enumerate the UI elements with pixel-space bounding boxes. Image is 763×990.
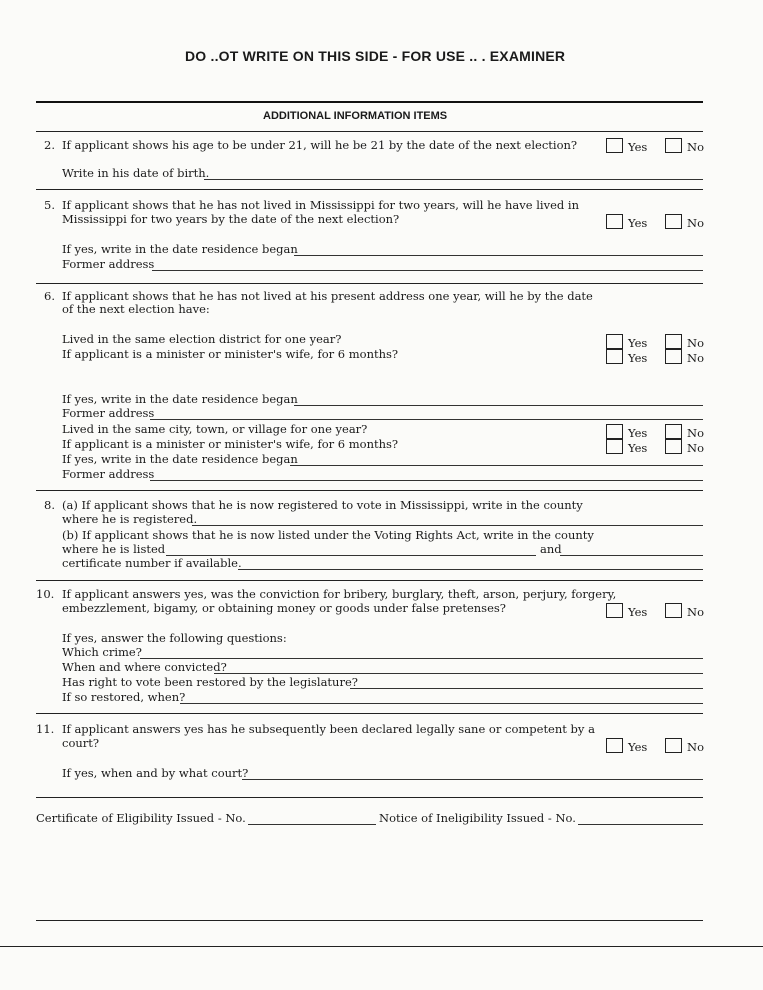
minister-question: If applicant is a minister or minister's wife, for 6 months?: [62, 347, 399, 361]
minister-question: If applicant is a minister or minister's wife, for 6 months?: [62, 437, 399, 451]
q10-no-option[interactable]: [665, 603, 704, 619]
yes-label: Yes: [628, 605, 648, 619]
court-field[interactable]: [242, 779, 703, 780]
checkbox[interactable]: [665, 439, 682, 454]
follow-up-intro: If yes, answer the following questions:: [62, 631, 287, 645]
checkbox[interactable]: [665, 424, 682, 439]
q5-yes-option[interactable]: [606, 214, 647, 230]
former-address-field[interactable]: [150, 480, 703, 481]
restored-label: Has right to vote been restored by the legislature?: [62, 675, 358, 689]
q6-district-no-option[interactable]: [665, 334, 704, 350]
question-text: (a) If applicant shows that he is now registered to vote in Mississippi, write in the county: [62, 498, 583, 512]
certificate-number-field[interactable]: [238, 569, 703, 570]
and-label: and: [540, 542, 562, 556]
divider: [36, 189, 703, 190]
q6-city-yes-option[interactable]: [606, 424, 647, 440]
question-text: If applicant answers yes has he subsequently been declared legally sane or competent by a: [62, 722, 595, 736]
residence-began-field[interactable]: [294, 255, 703, 256]
divider: [36, 101, 703, 103]
yes-label: Yes: [628, 426, 648, 440]
listed-county-label: where he is listed: [62, 542, 166, 556]
certificate-label: Certificate of Eligibility Issued - No.: [36, 811, 246, 825]
former-address-label: Former address: [62, 257, 155, 271]
question-number: 10.: [36, 587, 55, 601]
checkbox[interactable]: [606, 424, 623, 439]
q2-yes-option[interactable]: [606, 138, 647, 154]
conviction-label: When and where convicted?: [62, 660, 227, 674]
question-text: Mississippi for two years by the date of the next election?: [62, 212, 400, 226]
residence-began-label: If yes, write in the date residence began: [62, 392, 298, 406]
residence-began-label: If yes, write in the date residence began: [62, 452, 298, 466]
yes-label: Yes: [628, 441, 648, 455]
no-label: No: [687, 605, 704, 619]
question-text: of the next election have:: [62, 302, 210, 316]
checkbox[interactable]: [606, 214, 623, 229]
no-label: No: [687, 140, 704, 154]
no-label: No: [687, 336, 704, 350]
yes-label: Yes: [628, 216, 648, 230]
birth-date-label: Write in his date of birth.: [62, 166, 210, 180]
notice-number-field[interactable]: [578, 824, 703, 825]
q6-district-yes-option[interactable]: [606, 334, 647, 350]
checkbox[interactable]: [606, 603, 623, 618]
question-text: (b) If applicant shows that he is now listed under the Voting Rights Act, write in the county: [62, 528, 594, 542]
checkbox[interactable]: [665, 214, 682, 229]
question-text: If applicant shows that he has not lived in Mississippi for two years, will he have lived in: [62, 198, 579, 212]
question-text: If applicant shows his age to be under 21, will he be 21 by the date of the next election?: [62, 138, 578, 152]
checkbox[interactable]: [665, 138, 682, 153]
checkbox[interactable]: [606, 138, 623, 153]
question-text: court?: [62, 736, 100, 750]
no-label: No: [687, 426, 704, 440]
court-label: If yes, when and by what court?: [62, 766, 249, 780]
yes-label: Yes: [628, 351, 648, 365]
q5-no-option[interactable]: [665, 214, 704, 230]
certificate-number-label: certificate number if available.: [62, 556, 242, 570]
bottom-divider: [0, 946, 763, 947]
divider: [36, 283, 703, 284]
checkbox[interactable]: [665, 603, 682, 618]
residence-began-field[interactable]: [290, 465, 703, 466]
restored-when-field[interactable]: [180, 703, 703, 704]
yes-label: Yes: [628, 140, 648, 154]
district-question: Lived in the same election district for one year?: [62, 332, 342, 346]
question-text: If applicant answers yes, was the conviction for bribery, burglary, theft, arson, perjury, forgery,: [62, 587, 617, 601]
registered-county-label: where he is registered.: [62, 512, 198, 526]
restored-field[interactable]: [350, 688, 703, 689]
section-title: ADDITIONAL INFORMATION ITEMS: [263, 110, 448, 122]
yes-label: Yes: [628, 336, 648, 350]
birth-date-field[interactable]: [204, 179, 703, 180]
former-address-field[interactable]: [152, 270, 703, 271]
question-text: If applicant shows that he has not lived at his present address one year, will he by the date: [62, 289, 593, 303]
divider: [36, 797, 703, 798]
q6-minister-yes-option[interactable]: [606, 349, 647, 365]
question-number: 8.: [44, 498, 55, 512]
listed-county-field-continued[interactable]: [560, 555, 703, 556]
divider: [36, 580, 703, 581]
page-header: DO ..OT WRITE ON THIS SIDE - FOR USE .. . EXAMINER: [185, 48, 566, 64]
residence-began-label: If yes, write in the date residence began: [62, 242, 298, 256]
no-label: No: [687, 351, 704, 365]
restored-when-label: If so restored, when?: [62, 690, 186, 704]
crime-label: Which crime?: [62, 645, 142, 659]
divider: [36, 713, 703, 714]
crime-field[interactable]: [140, 658, 703, 659]
checkbox[interactable]: [606, 349, 623, 364]
notice-label: Notice of Ineligibility Issued - No.: [379, 811, 576, 825]
no-label: No: [687, 441, 704, 455]
divider: [36, 490, 703, 491]
no-label: No: [687, 740, 704, 754]
checkbox[interactable]: [665, 738, 682, 753]
conviction-field[interactable]: [214, 673, 703, 674]
checkbox[interactable]: [606, 334, 623, 349]
checkbox[interactable]: [665, 334, 682, 349]
former-address-label: Former address: [62, 406, 155, 420]
question-text: embezzlement, bigamy, or obtaining money or goods under false pretenses?: [62, 601, 506, 615]
yes-label: Yes: [628, 740, 648, 754]
checkbox[interactable]: [665, 349, 682, 364]
former-address-label: Former address: [62, 467, 155, 481]
divider: [36, 131, 703, 132]
registered-county-field[interactable]: [192, 525, 703, 526]
question-number: 2.: [44, 138, 55, 152]
question-number: 6.: [44, 289, 55, 303]
q6-city-no-option[interactable]: [665, 424, 704, 440]
checkbox[interactable]: [606, 439, 623, 454]
question-number: 5.: [44, 198, 55, 212]
q6-minister2-yes-option[interactable]: [606, 439, 647, 455]
no-label: No: [687, 216, 704, 230]
q2-no-option[interactable]: [665, 138, 704, 154]
checkbox[interactable]: [606, 738, 623, 753]
divider: [36, 920, 703, 921]
city-question: Lived in the same city, town, or village for one year?: [62, 422, 368, 436]
q6-minister-no-option[interactable]: [665, 349, 704, 365]
residence-began-field[interactable]: [294, 405, 703, 406]
question-number: 11.: [36, 722, 55, 736]
q6-minister2-no-option[interactable]: [665, 439, 704, 455]
q10-yes-option[interactable]: [606, 603, 647, 619]
q11-yes-option[interactable]: [606, 738, 647, 754]
certificate-number-field[interactable]: [248, 824, 376, 825]
former-address-field[interactable]: [150, 419, 703, 420]
q11-no-option[interactable]: [665, 738, 704, 754]
